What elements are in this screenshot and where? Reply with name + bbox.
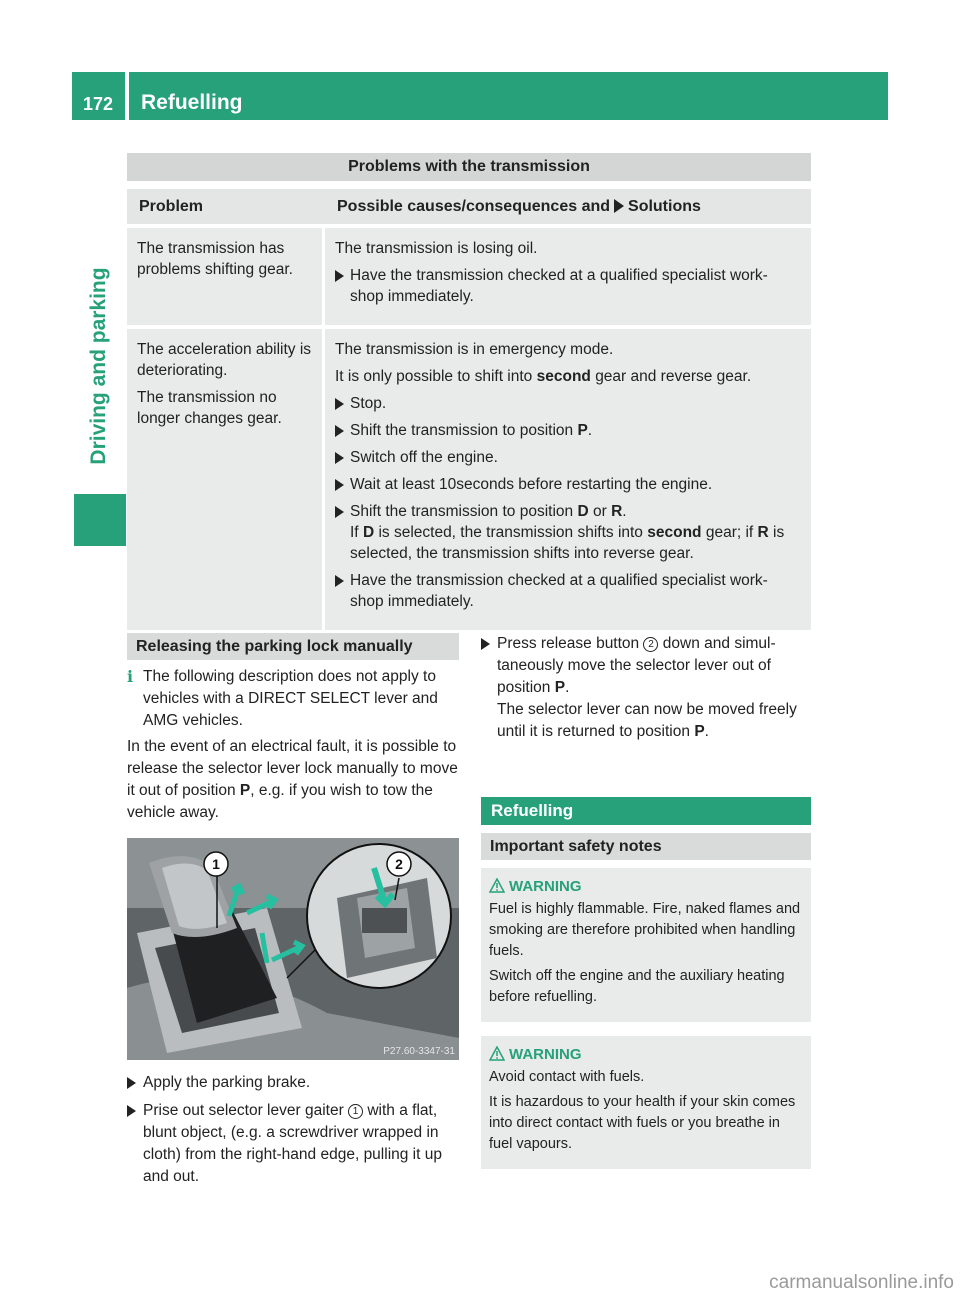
- arrow-right-icon: [614, 199, 624, 213]
- column-header-solutions-post: Solutions: [628, 197, 701, 215]
- image-code: P27.60-3347-31: [383, 1046, 455, 1057]
- warning-text: Avoid contact with fuels.: [489, 1069, 645, 1085]
- side-section-text: Driving and parking: [87, 267, 110, 465]
- table-row: [127, 228, 811, 325]
- side-section-label: [88, 256, 110, 476]
- step-item: Stop.: [335, 393, 801, 414]
- page-number: 172: [83, 94, 114, 114]
- warning-text: Switch off the engine and the auxiliary heating before refuelling.: [489, 968, 785, 1005]
- warning-title: WARNING: [489, 1044, 803, 1065]
- table-row: [127, 329, 811, 630]
- info-icon: i: [127, 667, 134, 686]
- column-header-solutions: [325, 189, 811, 224]
- selector-lever-photo: [127, 838, 459, 1060]
- cause-text: The transmission is losing oil.: [335, 240, 538, 257]
- warning-title: WARNING: [489, 876, 803, 897]
- solution-cell: [325, 228, 811, 325]
- step-item: Have the transmission checked at a qualified specialist work- shop immediately.: [335, 570, 801, 612]
- safety-notes-heading: Important safety notes: [481, 833, 811, 860]
- right-column: [481, 633, 811, 1169]
- step-item: Shift the transmission to position P.: [335, 420, 801, 441]
- cause-text: It is only possible to shift into second gear and reverse gear.: [335, 368, 752, 385]
- selector-lever-illustration: [127, 838, 459, 1060]
- problem-cell: [127, 228, 325, 325]
- step-item: Wait at least 10seconds before restarting the engine.: [335, 474, 801, 495]
- parking-lock-section: [127, 633, 459, 1188]
- callout-2: 2: [395, 856, 403, 872]
- cause-text: The transmission is in emergency mode.: [335, 341, 614, 358]
- column-header-solutions-pre: Possible causes/consequences and: [337, 197, 611, 215]
- warning-text: It is hazardous to your health if your skin comes into direct contact with fuels or you breathe in fuel vapours.: [489, 1094, 796, 1152]
- callout-1: 1: [212, 856, 220, 872]
- warning-box: [481, 868, 811, 1022]
- solution-cell: [325, 329, 811, 630]
- section-heading: Releasing the parking lock manually: [127, 633, 459, 660]
- callout-1-ref: 1: [348, 1104, 363, 1119]
- step-item: Press release button 2 down and simul- taneously move the selector lever out of position P. The selector lever can now be moved freely until it is returned to position P.: [481, 633, 811, 743]
- warning-icon: [489, 878, 505, 893]
- table-caption: Problems with the transmission: [127, 153, 811, 181]
- warning-icon: [489, 1046, 505, 1061]
- warning-text: Fuel is highly flammable. Fire, naked flames and smoking are therefore prohibited when handling fuels.: [489, 901, 801, 959]
- info-note: [127, 666, 459, 732]
- header-divider: [125, 72, 129, 120]
- step-item: Switch off the engine.: [335, 447, 801, 468]
- column-header-problem: Problem: [127, 189, 325, 224]
- step-item: Prise out selector lever gaiter 1 with a flat, blunt object, (e.g. a screwdriver wrapped in cloth) from the right-hand edge, pulling it up and out.: [127, 1100, 459, 1188]
- info-text: The following description does not apply to vehicles with a DIRECT SELECT lever and AMG vehicles.: [143, 668, 438, 729]
- watermark: carmanualsonline.info: [769, 1272, 954, 1293]
- callout-2-ref: 2: [643, 637, 658, 652]
- problem-text: The transmission has problems shifting gear.: [137, 240, 293, 278]
- problem-text: The transmission no longer changes gear.: [137, 389, 282, 427]
- intro-paragraph: In the event of an electrical fault, it is possible to release the selector lever lock manually to move it out of position P, e.g. if you wish to tow the vehicle away.: [127, 738, 458, 821]
- step-item: Apply the parking brake.: [127, 1072, 459, 1094]
- step-item: Have the transmission checked at a qualified specialist work- shop immediately.: [335, 265, 801, 307]
- step-item: Shift the transmission to position D or R. If D is selected, the transmission shifts into second gear; if R is selected, the transmission shifts into reverse gear.: [335, 501, 801, 564]
- side-tab-marker: [74, 494, 126, 546]
- problem-cell: [127, 329, 325, 630]
- warning-box: [481, 1036, 811, 1169]
- problem-text: The acceleration ability is deteriorating.: [137, 341, 312, 379]
- refuelling-heading: Refuelling: [481, 797, 811, 825]
- problems-table: [127, 153, 811, 630]
- page-title: Refuelling: [141, 91, 243, 114]
